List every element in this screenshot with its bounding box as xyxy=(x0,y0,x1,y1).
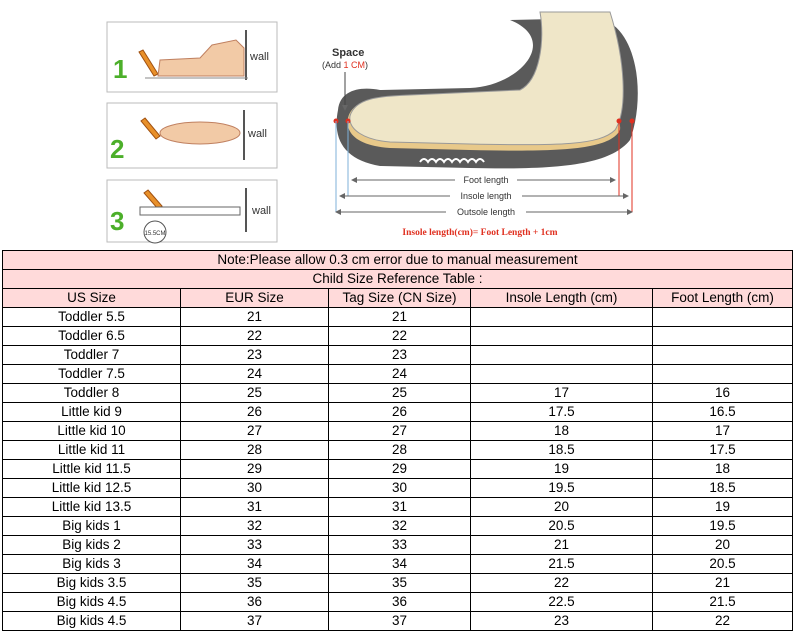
note-text: Note:Please allow 0.3 cm error due to manual measurement xyxy=(3,251,793,270)
table-cell: 28 xyxy=(329,441,471,460)
table-cell: Little kid 10 xyxy=(3,422,181,441)
column-header: Tag Size (CN Size) xyxy=(329,289,471,308)
table-cell: Big kids 1 xyxy=(3,517,181,536)
table-cell: 26 xyxy=(329,403,471,422)
table-row xyxy=(3,574,793,593)
table-row xyxy=(3,422,793,441)
table-cell: 27 xyxy=(181,422,329,441)
space-add-prefix: (Add xyxy=(322,60,344,70)
table-cell: 21 xyxy=(471,536,653,555)
table-cell: 17.5 xyxy=(471,403,653,422)
table-cell: 21 xyxy=(653,574,793,593)
table-cell: Toddler 5.5 xyxy=(3,308,181,327)
table-cell: 34 xyxy=(329,555,471,574)
column-header: Foot Length (cm) xyxy=(653,289,793,308)
table-cell xyxy=(471,327,653,346)
table-cell: 17 xyxy=(653,422,793,441)
table-cell: 18.5 xyxy=(653,479,793,498)
insole-length-label: Insole length xyxy=(460,191,512,201)
table-cell: 23 xyxy=(329,346,471,365)
table-cell: 21.5 xyxy=(471,555,653,574)
table-cell: Big kids 4.5 xyxy=(3,612,181,631)
table-cell: Toddler 7.5 xyxy=(3,365,181,384)
table-cell: Little kid 11.5 xyxy=(3,460,181,479)
table-cell: 25 xyxy=(181,384,329,403)
table-cell: Big kids 3 xyxy=(3,555,181,574)
table-cell: 33 xyxy=(329,536,471,555)
table-cell: Little kid 11 xyxy=(3,441,181,460)
foot-top-icon xyxy=(160,122,240,144)
table-cell: 29 xyxy=(329,460,471,479)
table-row xyxy=(3,593,793,612)
table-cell: 35 xyxy=(329,574,471,593)
space-add-value: 1 CM xyxy=(343,60,366,70)
space-add-suffix: ) xyxy=(365,60,369,70)
table-cell: 20 xyxy=(471,498,653,517)
ruler-icon xyxy=(140,207,240,215)
table-cell: Toddler 6.5 xyxy=(3,327,181,346)
diagram-svg xyxy=(0,0,793,250)
table-cell: 24 xyxy=(181,365,329,384)
table-row xyxy=(3,498,793,517)
table-cell: 37 xyxy=(181,612,329,631)
size-reference-table xyxy=(2,250,793,631)
table-cell: 19.5 xyxy=(653,517,793,536)
table-cell: 17.5 xyxy=(653,441,793,460)
ruler-badge: 15.5CM xyxy=(144,231,166,237)
table-cell: Little kid 12.5 xyxy=(3,479,181,498)
table-cell: 31 xyxy=(181,498,329,517)
table-cell: 34 xyxy=(181,555,329,574)
table-row xyxy=(3,346,793,365)
table-cell: 30 xyxy=(181,479,329,498)
step-1-number: 1 xyxy=(113,54,128,84)
table-cell: 16.5 xyxy=(653,403,793,422)
table-cell: 22 xyxy=(653,612,793,631)
foot-shape xyxy=(350,12,623,145)
formula-text: Insole length(cm)= Foot Length + 1cm xyxy=(402,228,558,238)
table-cell xyxy=(471,346,653,365)
table-cell xyxy=(471,308,653,327)
svg-text:(Add 1 CM) xyxy=(322,60,368,70)
table-cell: Little kid 13.5 xyxy=(3,498,181,517)
table-cell: Big kids 3.5 xyxy=(3,574,181,593)
table-cell: 26 xyxy=(181,403,329,422)
wall-label-1: wall xyxy=(250,51,269,63)
step-1-panel xyxy=(107,22,277,92)
table-title: Child Size Reference Table : xyxy=(3,270,793,289)
table-cell: 22.5 xyxy=(471,593,653,612)
table-cell: 17 xyxy=(471,384,653,403)
table-cell: 28 xyxy=(181,441,329,460)
table-cell: 35 xyxy=(181,574,329,593)
table-cell xyxy=(653,346,793,365)
table-cell: 20.5 xyxy=(653,555,793,574)
table-cell: 22 xyxy=(181,327,329,346)
table-cell: 23 xyxy=(181,346,329,365)
step-3-panel xyxy=(107,180,277,243)
table-cell: 18 xyxy=(653,460,793,479)
step-2-number: 2 xyxy=(110,134,125,164)
table-cell: 31 xyxy=(329,498,471,517)
table-cell: 24 xyxy=(329,365,471,384)
table-cell: 16 xyxy=(653,384,793,403)
column-header: EUR Size xyxy=(181,289,329,308)
table-row xyxy=(3,327,793,346)
table-row xyxy=(3,555,793,574)
table-cell: 27 xyxy=(329,422,471,441)
table-row xyxy=(3,460,793,479)
table-cell: Toddler 7 xyxy=(3,346,181,365)
table-cell: Big kids 2 xyxy=(3,536,181,555)
table-cell: Little kid 9 xyxy=(3,403,181,422)
outsole-length-label: Outsole length xyxy=(456,207,516,217)
table-cell: 21 xyxy=(329,308,471,327)
table-cell xyxy=(653,327,793,346)
table-cell: 20.5 xyxy=(471,517,653,536)
table-cell: 29 xyxy=(181,460,329,479)
foot-length-label: Foot length xyxy=(463,175,509,185)
wall-label-3: wall xyxy=(252,205,271,217)
table-cell: 21.5 xyxy=(653,593,793,612)
table-cell: Toddler 8 xyxy=(3,384,181,403)
table-cell: 32 xyxy=(329,517,471,536)
step-3-number: 3 xyxy=(110,206,125,236)
table-cell: 36 xyxy=(329,593,471,612)
table-cell xyxy=(653,308,793,327)
table-cell: 33 xyxy=(181,536,329,555)
table-cell: 18.5 xyxy=(471,441,653,460)
step-2-panel xyxy=(107,103,277,168)
table-cell: 19 xyxy=(471,460,653,479)
table-cell: 18 xyxy=(471,422,653,441)
table-cell xyxy=(471,365,653,384)
table-cell xyxy=(653,365,793,384)
table-cell: 19.5 xyxy=(471,479,653,498)
table-row xyxy=(3,479,793,498)
table-cell: 36 xyxy=(181,593,329,612)
table-row xyxy=(3,536,793,555)
column-header: Insole Length (cm) xyxy=(471,289,653,308)
table-cell: 30 xyxy=(329,479,471,498)
table-row xyxy=(3,384,793,403)
table-row xyxy=(3,308,793,327)
table-cell: 19 xyxy=(653,498,793,517)
table-cell: 25 xyxy=(329,384,471,403)
table-row xyxy=(3,365,793,384)
table-row xyxy=(3,517,793,536)
table-cell: 37 xyxy=(329,612,471,631)
table-row xyxy=(3,441,793,460)
table-cell: 21 xyxy=(181,308,329,327)
space-label: Space xyxy=(332,47,365,59)
wall-label-2: wall xyxy=(248,128,267,140)
table-cell: 32 xyxy=(181,517,329,536)
column-header: US Size xyxy=(3,289,181,308)
table-cell: 20 xyxy=(653,536,793,555)
table-row xyxy=(3,403,793,422)
measurement-diagram xyxy=(0,0,793,250)
table-cell: 22 xyxy=(471,574,653,593)
table-cell: 22 xyxy=(329,327,471,346)
table-row xyxy=(3,612,793,631)
table-cell: 23 xyxy=(471,612,653,631)
table-cell: Big kids 4.5 xyxy=(3,593,181,612)
